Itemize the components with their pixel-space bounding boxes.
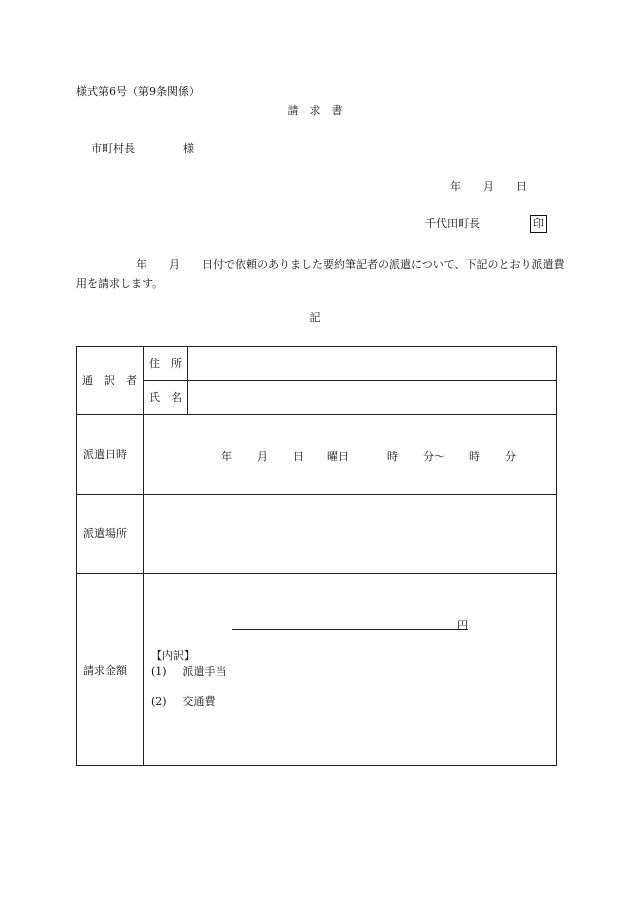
datetime-weekday: 曜日 — [327, 450, 349, 463]
breakdown-title: 【内訳】 — [151, 649, 195, 662]
issuer-name: 千代田町長 — [425, 217, 480, 230]
breakdown-item-label: 交通費 — [182, 695, 216, 708]
amount-label: 請求金額 — [83, 664, 127, 677]
datetime-end-minute: 分 — [505, 450, 516, 463]
name-label: 氏 名 — [149, 391, 182, 404]
ki-heading: 記 — [309, 311, 321, 324]
amount-unit: 円 — [457, 619, 468, 632]
breakdown-item-label: 派遣手当 — [182, 665, 227, 678]
request-table — [76, 346, 557, 766]
datetime-label: 派遣日時 — [83, 448, 127, 461]
table-divider-row-1 — [77, 414, 556, 415]
table-divider-row-3 — [77, 573, 556, 574]
place-label: 派遣場所 — [83, 527, 127, 540]
issue-date-line: 年 月 日 — [450, 180, 527, 193]
request-body-text — [76, 255, 566, 293]
document-title: 請 求 書 — [287, 104, 343, 117]
address-field[interactable] — [188, 347, 556, 380]
form-number: 様式第6号（第9条関係） — [76, 85, 200, 98]
datetime-start-hour: 時 — [387, 450, 398, 463]
datetime-start-minute: 分～ — [423, 450, 445, 463]
datetime-end-hour: 時 — [469, 450, 480, 463]
amount-input-line[interactable] — [232, 629, 468, 630]
breakdown-item-number: (2) — [151, 695, 167, 708]
body-text-content: 年 月 日付で依頼のありました要約筆記者の派遣について、下記のとおり派遣費用を請求します。 — [76, 258, 565, 290]
addressee-name: 市町村長 — [91, 142, 135, 155]
datetime-month: 月 — [257, 450, 268, 463]
name-field[interactable] — [188, 381, 556, 414]
address-label: 住 所 — [149, 357, 182, 370]
seal-box: 印 — [530, 215, 547, 233]
breakdown-item — [151, 665, 227, 679]
interpreter-label: 通 訳 者 — [82, 374, 137, 387]
datetime-day: 日 — [293, 450, 304, 463]
breakdown-item-number: (1) — [151, 665, 167, 678]
addressee-honorific: 様 — [183, 142, 194, 155]
place-field[interactable] — [144, 495, 556, 573]
datetime-year: 年 — [221, 450, 232, 463]
breakdown-item — [151, 695, 216, 709]
